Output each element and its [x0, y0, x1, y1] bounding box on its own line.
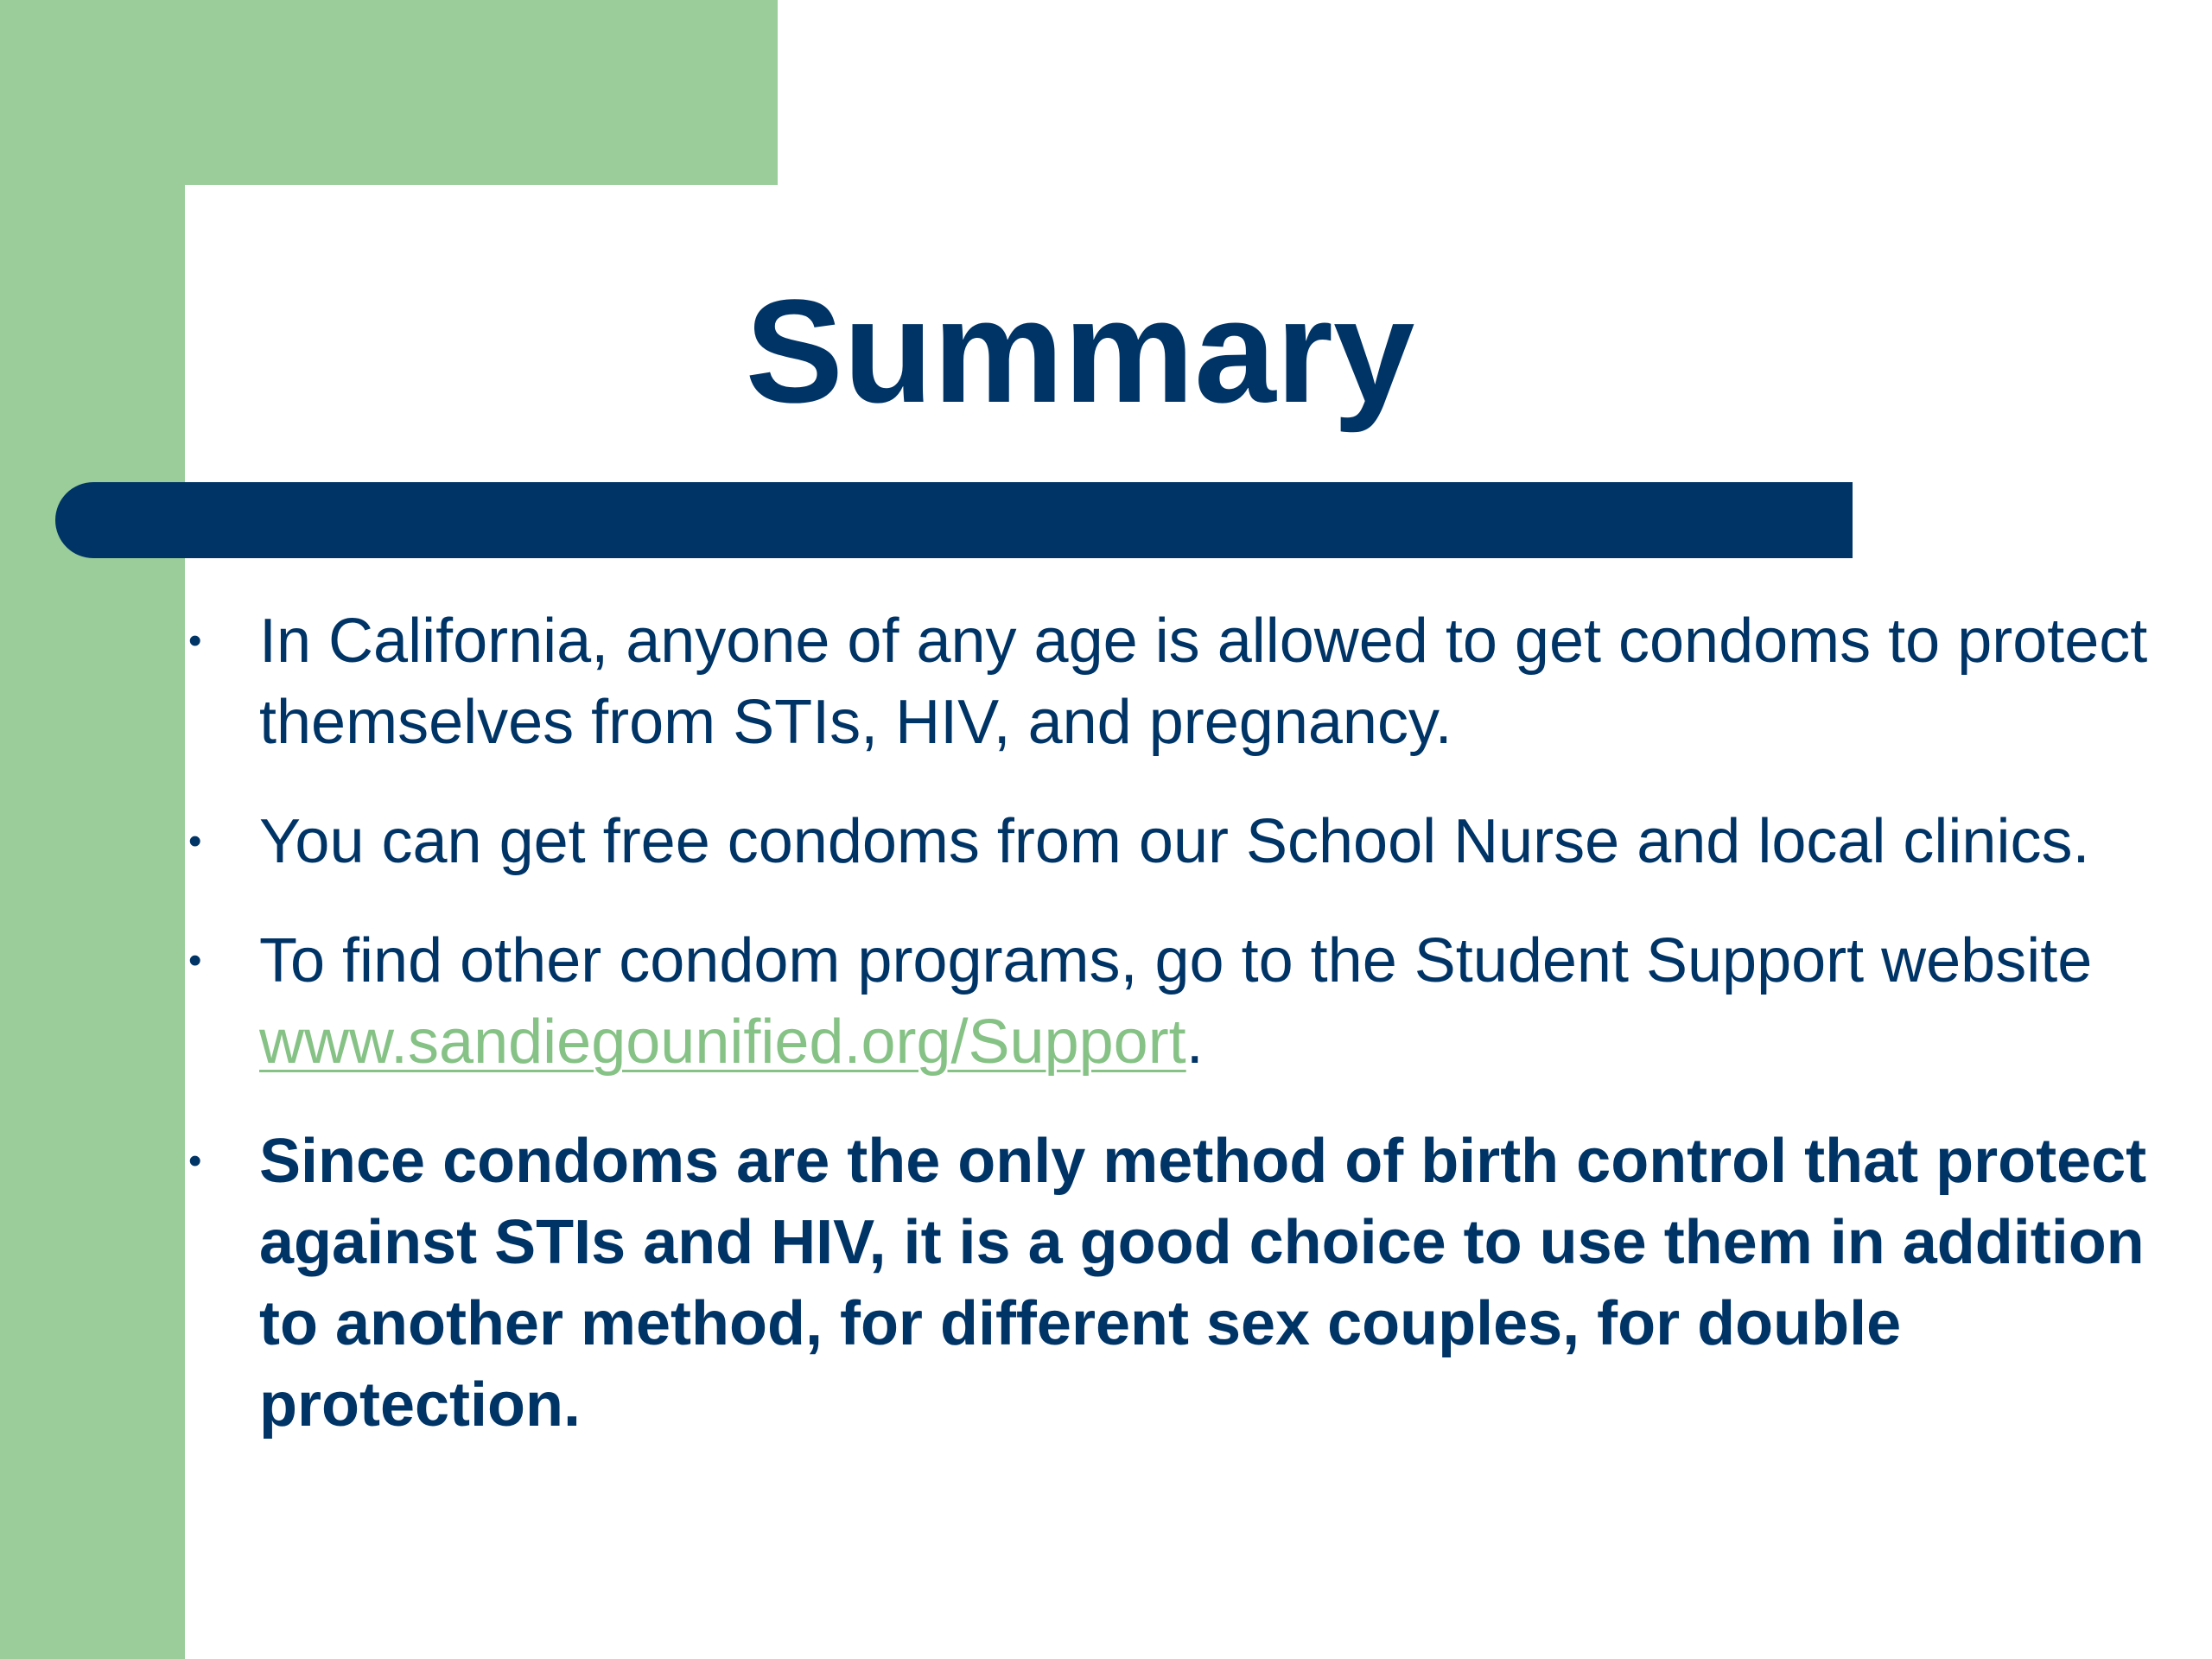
bullet-item-1 — [188, 601, 2160, 763]
bullet-item-2 — [188, 801, 2160, 882]
slide-title: Summary — [745, 270, 1415, 434]
bullet-icon: • — [188, 939, 202, 982]
green-accent-left — [0, 0, 185, 1659]
bullet-icon: • — [188, 620, 202, 662]
bullet-text-after-link: . — [1185, 1007, 1204, 1077]
bullet-text: You can get free condoms from our School Nurse and local clinics. — [259, 807, 2090, 876]
title-divider-bar — [55, 482, 1853, 558]
support-website-link[interactable]: www.sandiegounified.org/Support — [259, 1007, 1186, 1077]
bullet-item-4 — [188, 1121, 2160, 1446]
bullet-list — [188, 601, 2160, 1484]
bullet-item-3 — [188, 920, 2160, 1083]
bullet-text: In California, anyone of any age is allowed to get condoms to protect themselves from STIs, HIV, and pregnancy. — [259, 607, 2148, 757]
bullet-text-before-link: To find other condom programs, go to the Student Support website — [259, 926, 2093, 995]
bullet-icon: • — [188, 1140, 202, 1182]
green-accent-top — [0, 0, 778, 185]
bullet-text: Since condoms are the only method of birth control that protect against STIs and HIV, it is a good choice to use them in addition to another method, for different sex couples, for double protection. — [259, 1127, 2147, 1440]
bullet-icon: • — [188, 820, 202, 862]
